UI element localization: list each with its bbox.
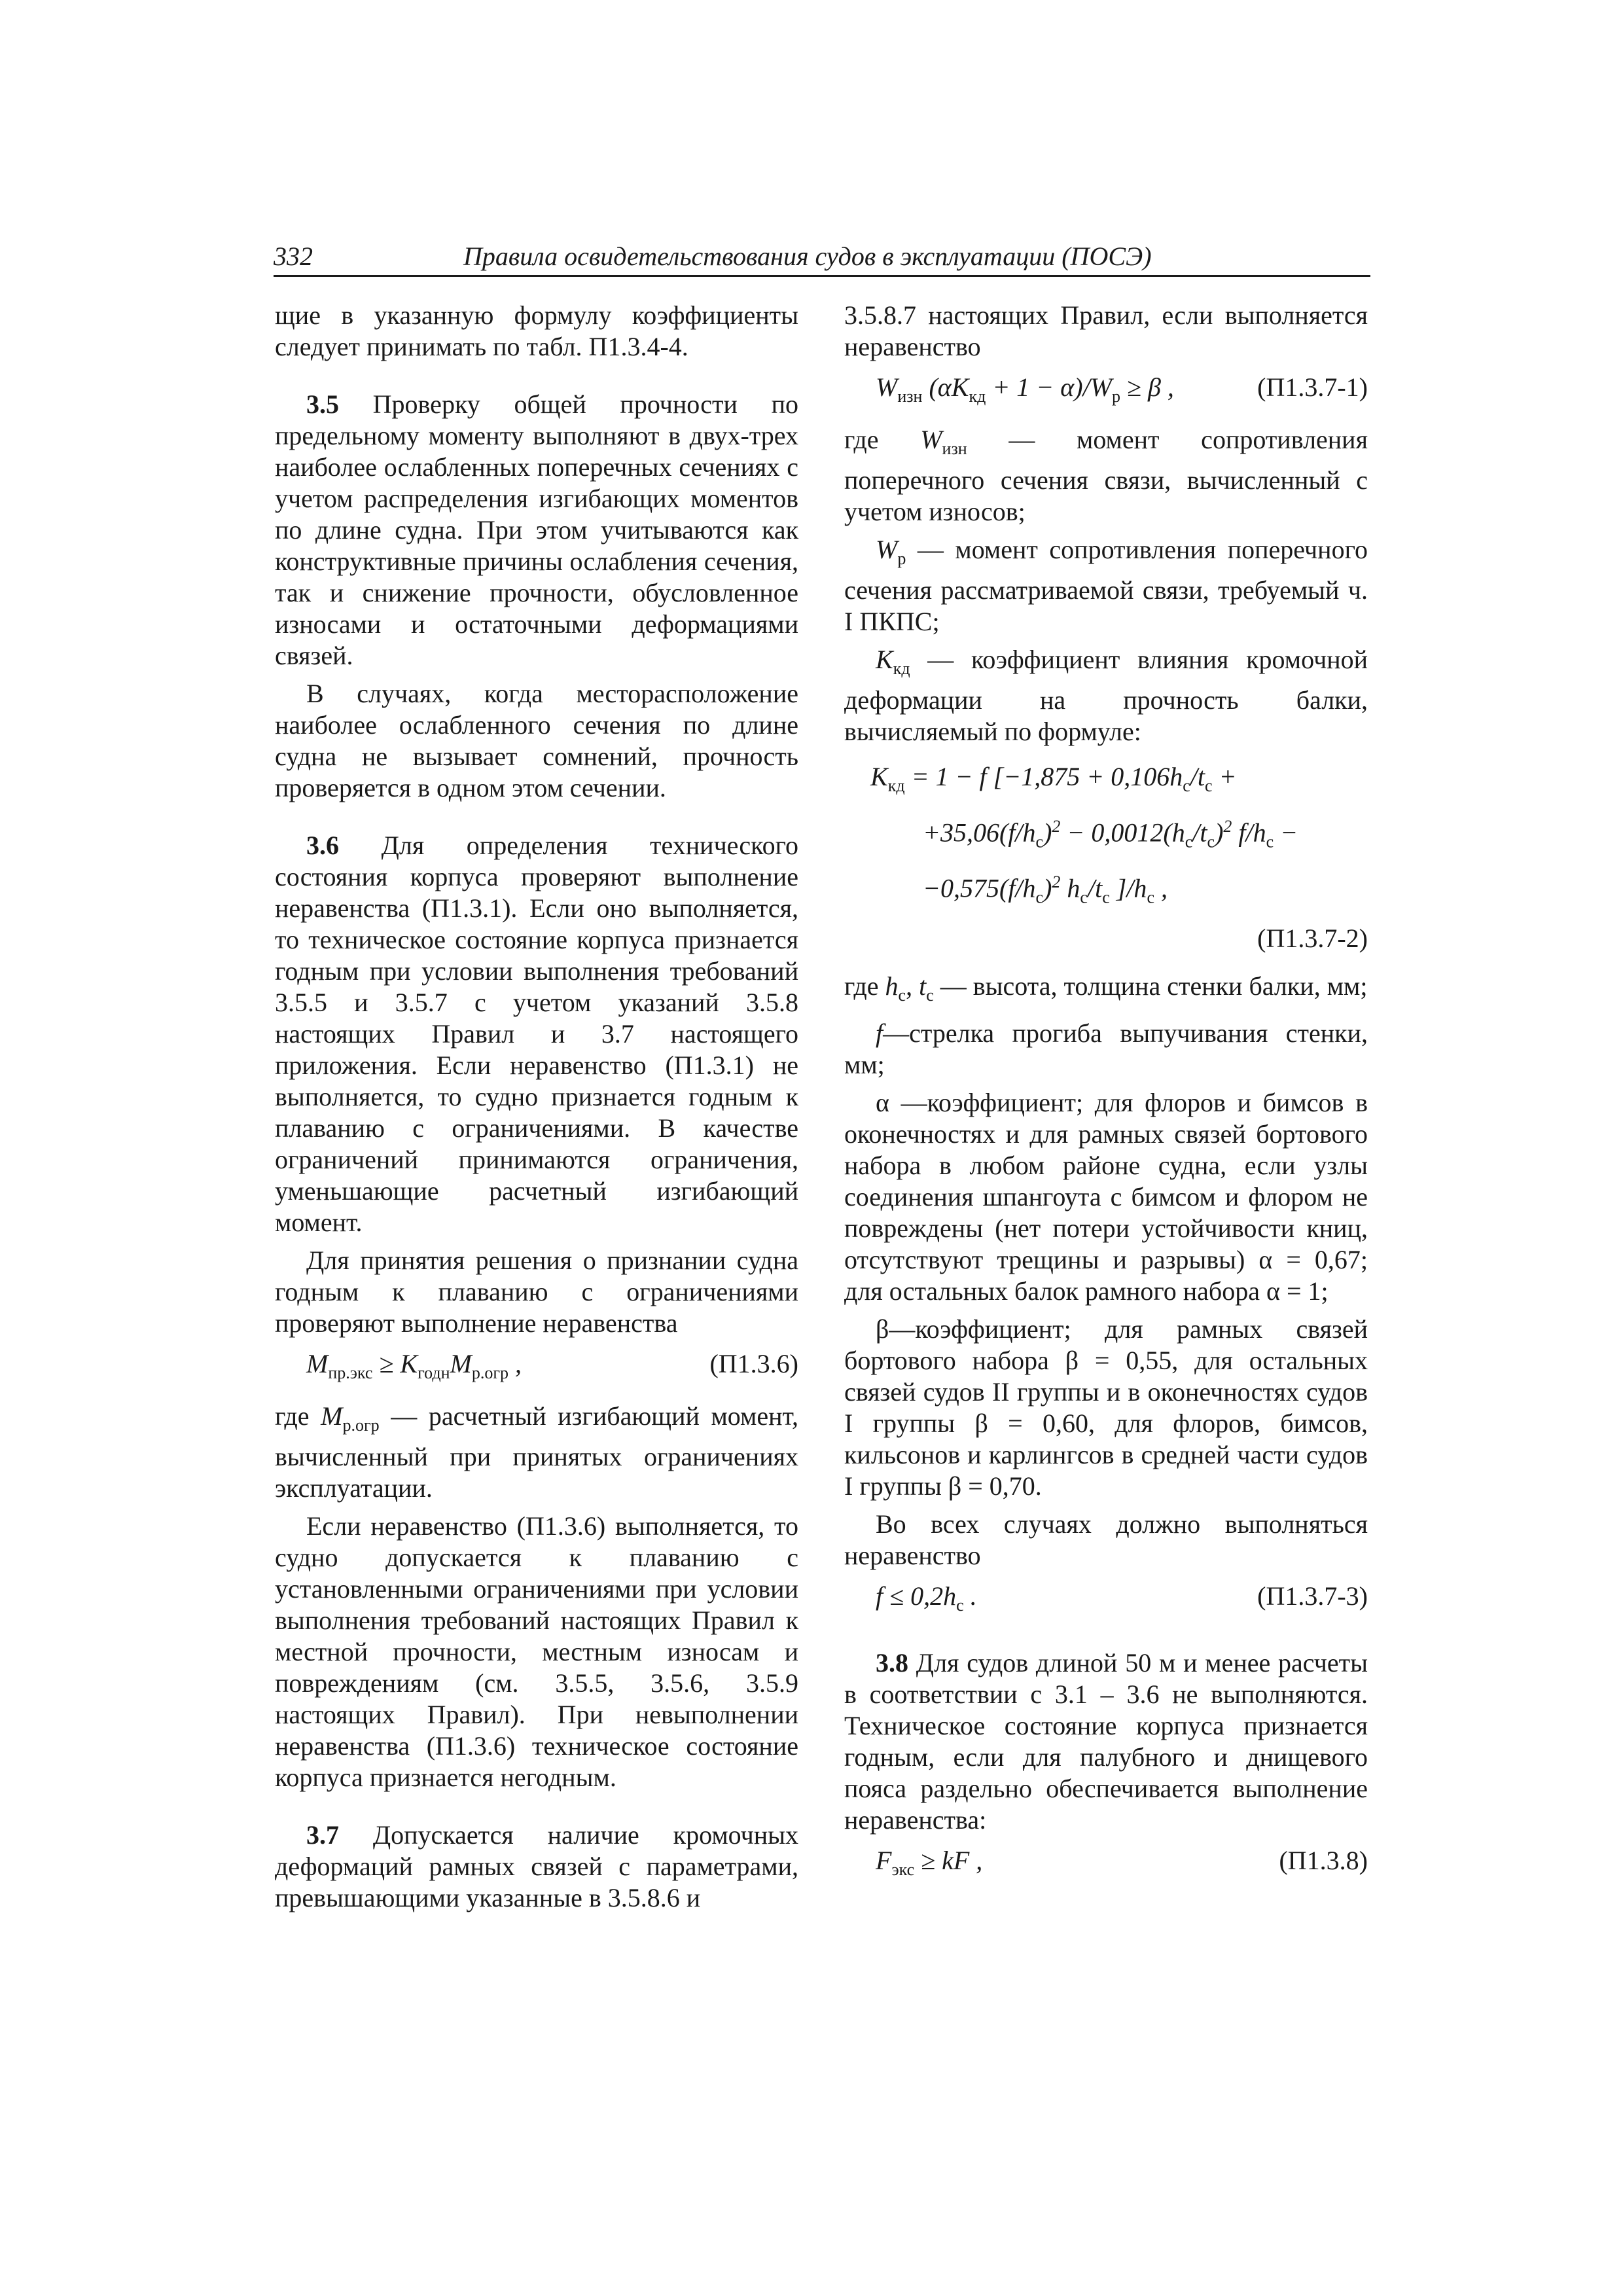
definition-text: — момент сопротивления поперечного сечения связи, вычисленный с учетом износов; (844, 425, 1368, 526)
definition-text: — коэффициент влияния кромочной деформации на прочность балки, вычисляемый по формуле: (844, 645, 1368, 746)
section-number: 3.6 (306, 831, 339, 860)
paragraph: В случаях, когда месторасположение наиболее ослабленного сечения по длине судна не вызывает сомнений, прочность проверяется в одном этом сечении. (275, 679, 798, 802)
formula-p1-3-7-3 (844, 1581, 1368, 1621)
formula-number: (П1.3.6) (709, 1349, 798, 1378)
definition-f: f—стрелка прогиба выпучивания стенки, мм; (844, 1018, 1368, 1079)
definition-text: —стрелка прогиба выпучивания стенки, мм; (844, 1018, 1368, 1079)
paragraph: 3.5.8.7 настоящих Правил, если выполняется неравенство (844, 300, 1368, 361)
formula-p1-3-7-1 (844, 372, 1368, 412)
definition-hc-tc: где $h_с$, $t_с$ — высота, толщина стенки балки, мм; (844, 971, 1368, 1005)
section-number: 3.5 (306, 389, 339, 419)
definition-text: — расчетный изгибающий момент, вычисленный при принятых ограничениях эксплуатации. (275, 1401, 798, 1503)
formula-line: $-0,575(f/h_с)^2$ $h_с/t_с$ ]$/h_с$ , (923, 872, 1168, 907)
where-word: где (275, 1401, 310, 1431)
paragraph: Во всех случаях должно выполняться неравенство (844, 1509, 1368, 1570)
formula-line: $+35,06(f/h_с)^2 - 0,0012(h_с/t_с)^2$ $f/h_с$ − (923, 817, 1298, 852)
formula-p1-3-6 (275, 1348, 798, 1389)
paragraph: щие в указанную формулу коэффициенты следует принимать по табл. П1.3.4-4. (275, 300, 798, 361)
section-3-6 (275, 830, 798, 1238)
definition-alpha: α —коэффициент; для флоров и бимсов в оконечностях и для рамных связей бортового набора в любом районе судна, если узлы соединения шпангоута с бимсом и флором не повреждены (нет потери устойчивости книц, отсутствуют трещины и разрывы) α = 0,67; для остальных балок рамного набора α = 1; (844, 1087, 1368, 1306)
section-number: 3.7 (306, 1820, 339, 1850)
left-column (275, 300, 798, 1920)
page-number: 332 (274, 242, 313, 271)
formula-expression: $M_{пр.экс} \ge K_{годн}M_{р.огр}$ , (306, 1349, 522, 1382)
section-3-7 (275, 1820, 798, 1914)
section-text: Допускается наличие кромочных деформаций рамных связей с параметрами, превышающими указанные в 3.5.8.6 и (275, 1820, 798, 1912)
section-3-5 (275, 389, 798, 672)
paragraph: где $M_{р.огр}$ — расчетный изгибающий момент, вычисленный при принятых ограничениях эксплуатации. (275, 1401, 798, 1503)
formula-p1-3-7-2 (844, 757, 1368, 959)
paragraph: Если неравенство (П1.3.6) выполняется, то судно допускается к плаванию с установленными ограничениями при условии выполнения требований настоящих Правил к местной прочности, местным износам и повреждениям (см. 3.5.5, 3.5.6, 3.5.9 настоящих Правил). При невыполнении неравенства (П1.3.6) техническое состояние корпуса признается негодным. (275, 1511, 798, 1792)
section-3-8 (844, 1647, 1368, 1836)
definition-w-izn: где $W_{изн}$ — момент сопротивления поперечного сечения связи, вычисленный с учетом износов; (844, 425, 1368, 526)
definition-k-kd: $K_{кд}$ — коэффициент влияния кромочной деформации на прочность балки, вычисляемый по формуле: (844, 645, 1368, 746)
running-title: Правила освидетельствования судов в эксплуатации (ПОСЭ) (463, 242, 1152, 271)
section-number: 3.8 (876, 1647, 908, 1677)
section-text: Проверку общей прочности по предельному моменту выполняют в двух-трех наиболее ослабленных поперечных сечениях с учетом распределения изгибающих моментов по длине судна. При этом учитываются как конструктивные причины ослабления сечения, так и снижение прочности, обусловленное износами и остаточными деформациями связей. (275, 389, 798, 670)
definition-text: — момент сопротивления поперечного сечения рассматриваемой связи, требуемый ч. I ПКПС; (844, 535, 1368, 636)
page-header (274, 241, 1370, 277)
definition-text: — высота, толщина стенки балки, мм; (933, 971, 1368, 1001)
formula-expression: $F_{экс}$ ≥ kF , (876, 1845, 983, 1879)
right-column (844, 300, 1368, 1897)
definition-text: —коэффициент; для рамных связей бортового набора β = 0,55, для остальных связей судов II группы и в оконечностях судов I группы β = 0,60, для флоров, бимсов, кильсонов и карлингсов в средней части судов I группы β = 0,70. (844, 1314, 1368, 1501)
section-text: Для судов длиной 50 м и менее расчеты в соответствии с 3.1 – 3.6 не выполняются. Техническое состояние корпуса признается годным, если для палубного и днищевого пояса раздельно обеспечивается выполнение неравенства: (844, 1647, 1368, 1835)
formula-number: (П1.3.8) (1279, 1845, 1368, 1875)
section-text: Для определения технического состояния корпуса проверяют выполнение неравенства (П1.3.1). Если оно выполняется, то техническое состояние корпуса признается годным при условии выполнения требований 3.5.5 и 3.5.7 с учетом указаний 3.5.8 настоящих Правил и 3.7 настоящего приложения. Если неравенство (П1.3.1) не выполняется, то судно признается годным к плаванию с ограничениями. В качестве ограничений принимаются ограничения, уменьшающие расчетный изгибающий момент. (275, 831, 798, 1237)
formula-expression: $f \le 0,2h_с$ . (876, 1581, 977, 1615)
formula-line: $K_{кд} = 1 - f$ [$-1,875 + 0,106h_с/t_с$ + (870, 762, 1237, 795)
definition-text: —коэффициент; для флоров и бимсов в оконечностях и для рамных связей бортового набора в любом районе судна, если узлы соединения шпангоута с бимсом и флором не повреждены (нет потери устойчивости книц, отсутствуют трещины и разрывы) α = 0,67; для остальных балок рамного набора α = 1; (844, 1087, 1368, 1306)
paragraph: Для принятия решения о признании судна годным к плаванию с ограничениями проверяют выполнение неравенства (275, 1246, 798, 1338)
formula-number: (П1.3.7-2) (1257, 923, 1368, 953)
definition-beta: β—коэффициент; для рамных связей бортового набора β = 0,55, для остальных связей судов II группы и в оконечностях судов I группы β = 0,60, для флоров, бимсов, кильсонов и карлингсов в средней части судов I группы β = 0,70. (844, 1314, 1368, 1501)
definition-w-p: $W_р$ — момент сопротивления поперечного сечения рассматриваемой связи, требуемый ч. I ПКПС; (844, 535, 1368, 636)
formula-number: (П1.3.7-3) (1257, 1581, 1368, 1611)
formula-p1-3-8 (844, 1845, 1368, 1886)
formula-number: (П1.3.7-1) (1257, 372, 1368, 402)
formula-expression: $W_{изн}$ $(\alpha K_{кд} + 1 - \alpha)/W_р \ge \beta$ , (876, 372, 1174, 406)
